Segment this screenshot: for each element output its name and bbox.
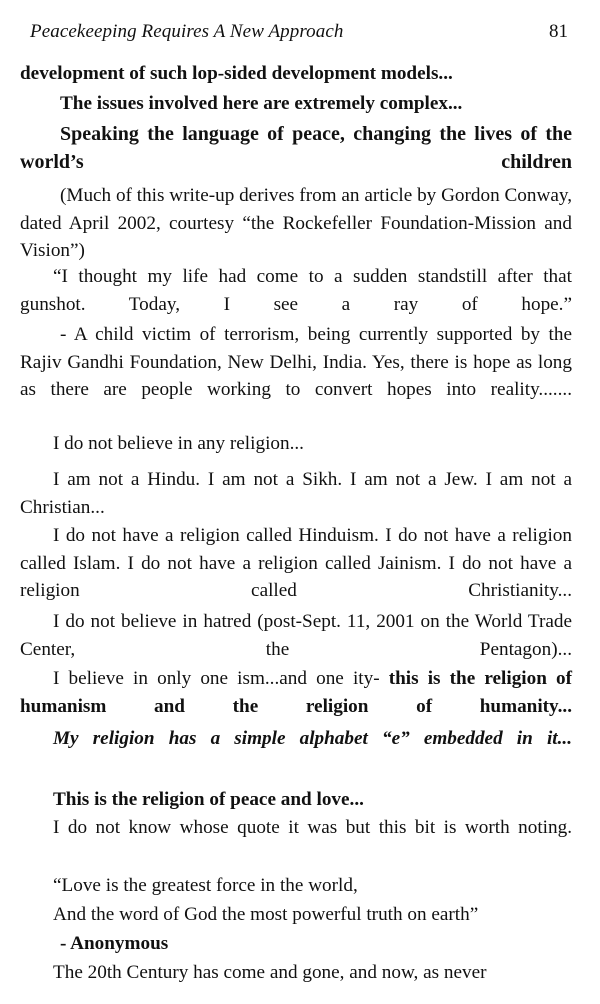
paragraph-complex-issues: The issues involved here are extremely complex... xyxy=(60,93,463,114)
paragraph-religion-1: I do not believe in any religion... xyxy=(53,433,304,454)
quote-line-1: “Love is the greatest force in the world, xyxy=(53,875,358,896)
paragraph-continuation: development of such lop-sided development models... xyxy=(20,63,453,84)
paragraph-20th-century: The 20th Century has come and gone, and now, as never xyxy=(53,962,487,983)
quote-line-2: And the word of God the most powerful truth on earth” xyxy=(53,904,479,925)
paragraph-quote-intro: I do not know whose quote it was but this bit is worth noting. xyxy=(53,817,572,838)
paragraph-hatred: I do not believe in hatred (post-Sept. 11, 2001 on the World Trade Center, the Pentagon)... xyxy=(20,611,572,660)
humanism-bold-text: this is the religion of humanism and the religion of humanity... xyxy=(20,668,572,717)
paragraph-child-quote: “I thought my life had come to a sudden standstill after that gunshot. Today, I see a ray of hope.” xyxy=(20,266,572,315)
quote-attribution: - Anonymous xyxy=(60,933,169,954)
paragraph-source-note: (Much of this write-up derives from an article by Gordon Conway, dated April 2002, courtesy “the Rockefeller Foundation-Mission and Vision”) xyxy=(20,185,572,261)
humanism-plain-text: I believe in only one ism...and one ity- xyxy=(53,668,380,689)
paragraph-alphabet-e: My religion has a simple alphabet “e” embedded in it... xyxy=(53,728,572,749)
running-head: Peacekeeping Requires A New Approach xyxy=(30,21,344,42)
paragraph-religion-2: I am not a Hindu. I am not a Sikh. I am not a Jew. I am not a Christian... xyxy=(20,469,572,518)
page-number: 81 xyxy=(549,21,568,42)
section-heading: Speaking the language of peace, changing the lives of the world’s children xyxy=(20,123,572,173)
paragraph-attribution: - A child victim of terrorism, being currently supported by the Rajiv Gandhi Foundation, New Delhi, India. Yes, there is hope as long as there are people working to convert hopes into reality....... xyxy=(20,324,572,400)
paragraph-peace-love: This is the religion of peace and love... xyxy=(53,789,364,810)
paragraph-religion-3: I do not have a religion called Hinduism. I do not have a religion called Islam. I do not have a religion called Jainism. I do not have a religion called Christianity... xyxy=(20,525,572,601)
